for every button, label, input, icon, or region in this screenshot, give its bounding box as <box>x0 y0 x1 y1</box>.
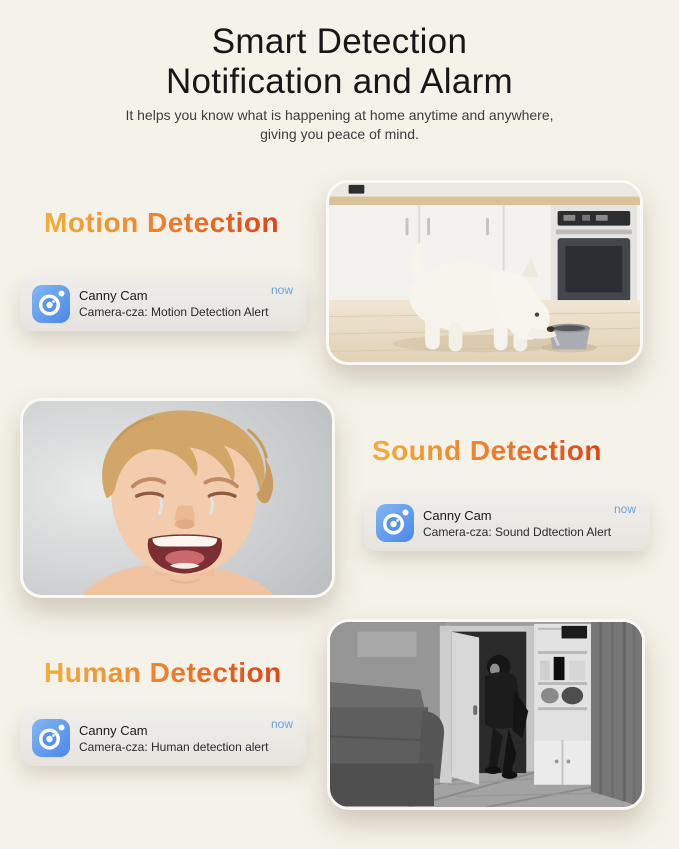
notification-text <box>79 288 268 319</box>
notification-text <box>423 508 611 539</box>
notification-time: now <box>270 717 293 731</box>
notification-time: now <box>613 502 636 516</box>
notification-message: Camera-cza: Motion Detection Alert <box>79 305 269 319</box>
notification-message: Camera-cza: Sound Ddtection Alert <box>423 524 612 539</box>
camera-app-icon <box>32 285 70 323</box>
notification-app-name: Canny Cam <box>423 507 492 523</box>
title-line-1: Smart Detection <box>211 22 468 61</box>
photo-motion-dog <box>326 180 643 365</box>
subtitle-line-2: giving you peace of mind. <box>260 126 419 142</box>
notification-time: now <box>270 283 293 297</box>
camera-app-icon <box>32 719 70 757</box>
notification-message: Camera-cza: Human detection alert <box>79 739 269 754</box>
notification-app-name: Canny Cam <box>79 288 148 303</box>
motion-detection-heading: Motion Detection <box>44 207 280 238</box>
title-line-2: Notification and Alarm <box>165 62 514 101</box>
camera-app-icon <box>376 504 414 542</box>
human-notification-card <box>20 710 307 766</box>
human-detection-heading: Human Detection <box>44 657 282 688</box>
notification-text <box>79 723 268 754</box>
sound-notification-card <box>364 495 650 551</box>
photo-human-intruder <box>327 619 645 810</box>
motion-notification-card <box>20 276 307 331</box>
page-subtitle <box>0 106 679 144</box>
notification-app-name: Canny Cam <box>79 722 148 738</box>
photo-sound-baby <box>20 398 335 598</box>
sound-detection-heading: Sound Detection <box>372 435 602 466</box>
subtitle-line-1: It helps you know what is happening at home anytime and anywhere, <box>125 107 554 123</box>
page-title <box>0 22 679 102</box>
